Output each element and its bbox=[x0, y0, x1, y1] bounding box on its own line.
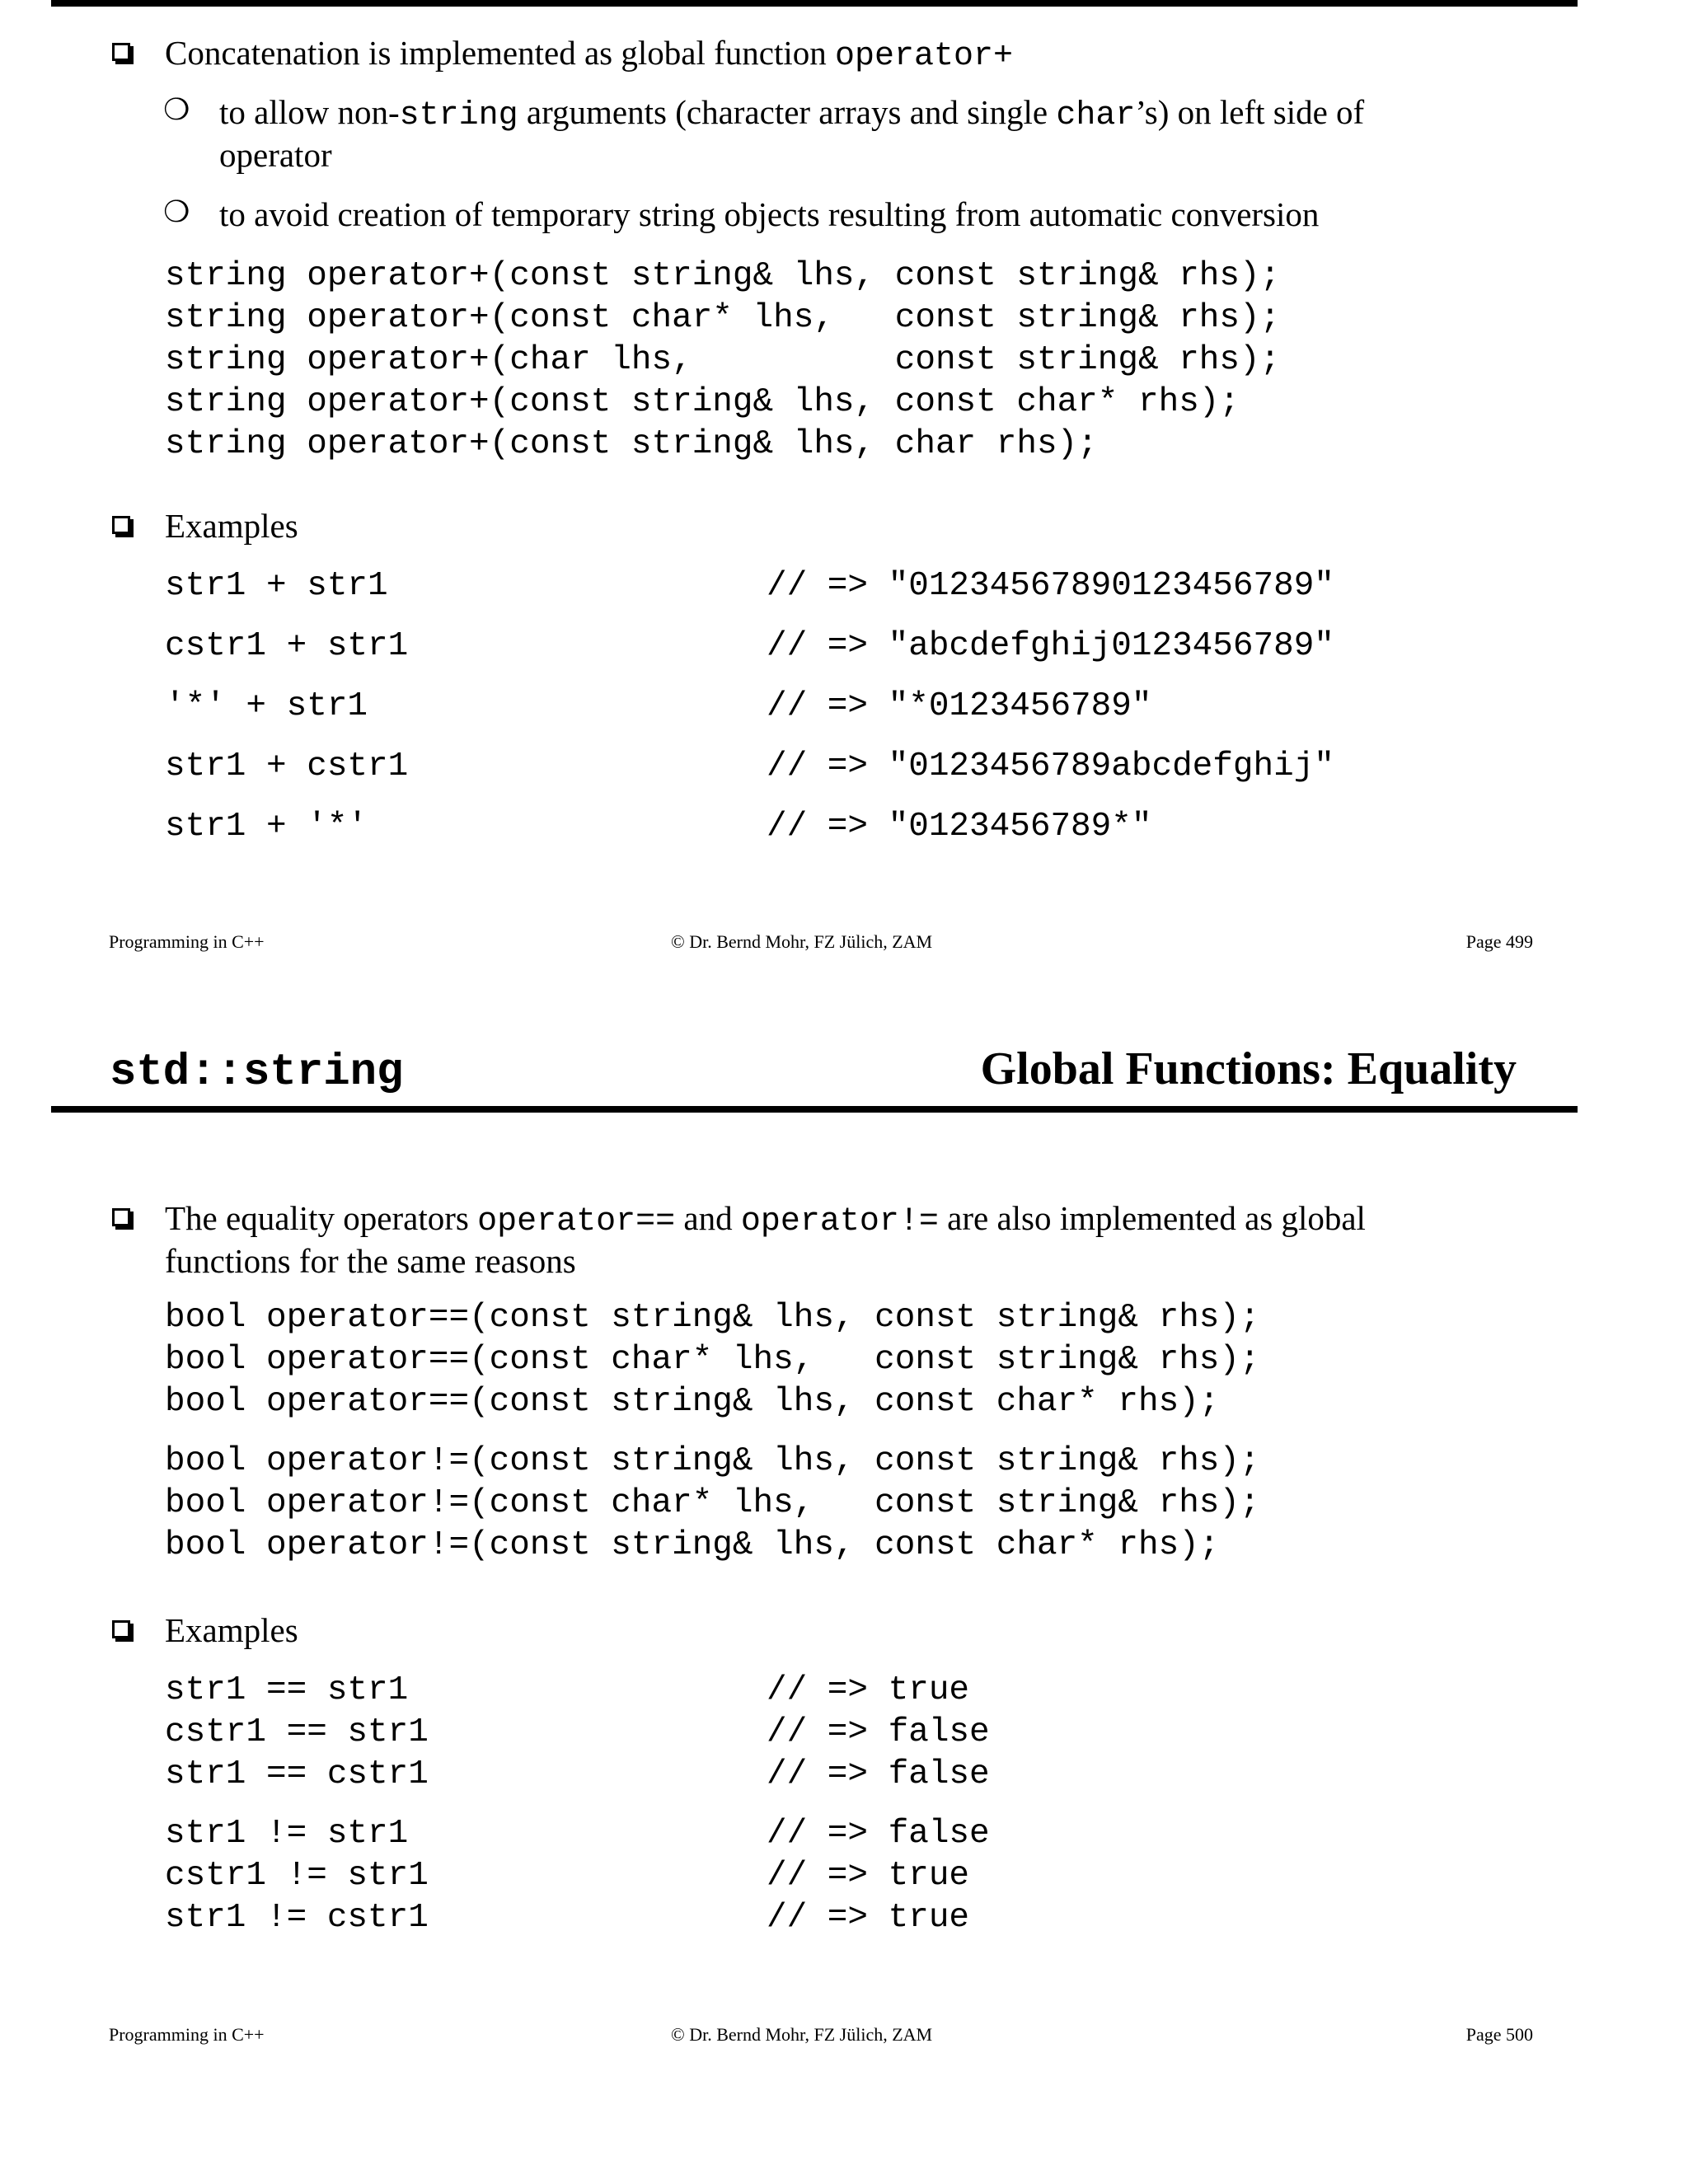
example-comment: // => "0123456789abcdefghij" bbox=[767, 748, 1334, 785]
example-comment: // => false bbox=[767, 1755, 990, 1793]
header-rule bbox=[51, 1106, 1578, 1113]
example-comment: // => "*0123456789" bbox=[767, 687, 1152, 725]
example-code: str1 + cstr1 bbox=[165, 748, 409, 785]
footer-page-number: Page 500 bbox=[1465, 2024, 1533, 2045]
example-code: str1 != str1 bbox=[165, 1815, 409, 1853]
example-code: '*' + str1 bbox=[165, 687, 368, 725]
example-row bbox=[165, 1813, 1484, 1856]
operator-plus-declarations bbox=[165, 255, 1280, 466]
square-bullet-icon bbox=[112, 43, 130, 61]
sub-bullet-non-string bbox=[219, 91, 1364, 138]
equality-bullet-text bbox=[165, 1197, 1366, 1244]
footer-page-number: Page 499 bbox=[1465, 931, 1533, 952]
operator-plus-code: operator+ bbox=[834, 38, 1014, 75]
operator-eq-code: operator== bbox=[477, 1203, 676, 1240]
code-line: bool operator!=(const char* lhs, const string& rhs); bbox=[165, 1484, 1260, 1522]
circle-bullet-icon: ❍ bbox=[163, 93, 190, 127]
equality-text-2: and bbox=[675, 1199, 741, 1237]
page-header-class: std::string bbox=[110, 1047, 404, 1098]
page-title: Global Functions: Equality bbox=[980, 1043, 1517, 1094]
example-code: str1 + '*' bbox=[165, 808, 368, 846]
operator-ne-declarations bbox=[165, 1441, 1260, 1567]
example-code: cstr1 != str1 bbox=[165, 1857, 429, 1895]
square-bullet-icon bbox=[112, 1208, 130, 1226]
concatenation-text: Concatenation is implemented as global function bbox=[165, 34, 835, 72]
example-code: str1 + str1 bbox=[165, 567, 388, 605]
operator-eq-declarations bbox=[165, 1297, 1260, 1423]
example-row bbox=[165, 1897, 1484, 1940]
code-line: bool operator==(const string& lhs, const string& rhs); bbox=[165, 1299, 1260, 1337]
example-row bbox=[165, 1754, 1484, 1797]
example-row bbox=[165, 1712, 1484, 1755]
square-bullet-icon bbox=[112, 516, 130, 534]
code-line: bool operator!=(const string& lhs, const char* rhs); bbox=[165, 1526, 1220, 1564]
example-row bbox=[165, 686, 1484, 729]
example-code: str1 == cstr1 bbox=[165, 1755, 429, 1793]
concatenation-bullet-text bbox=[165, 31, 1013, 78]
example-comment: // => false bbox=[767, 1713, 990, 1751]
example-comment: // => true bbox=[767, 1857, 970, 1895]
example-row bbox=[165, 746, 1484, 789]
equality-text-3: are also implemented as global bbox=[938, 1199, 1366, 1237]
sub1-text-2: arguments (character arrays and single bbox=[518, 93, 1057, 131]
sub-bullet-non-string-cont: operator bbox=[219, 136, 332, 174]
top-rule bbox=[51, 0, 1578, 7]
code-line: bool operator==(const char* lhs, const string& rhs); bbox=[165, 1341, 1260, 1379]
example-code: str1 == str1 bbox=[165, 1671, 409, 1709]
footer-left: Programming in C++ bbox=[109, 2024, 265, 2045]
examples-label: Examples bbox=[165, 1611, 298, 1649]
sub1-text-1: to allow non- bbox=[219, 93, 400, 131]
footer-center: © Dr. Bernd Mohr, FZ Jülich, ZAM bbox=[671, 931, 933, 952]
code-line: bool operator==(const string& lhs, const char* rhs); bbox=[165, 1383, 1220, 1421]
examples-label: Examples bbox=[165, 507, 298, 545]
equality-bullet-text-cont: functions for the same reasons bbox=[165, 1242, 576, 1280]
circle-bullet-icon: ❍ bbox=[163, 195, 190, 229]
example-code: cstr1 + str1 bbox=[165, 627, 409, 665]
sub-bullet-temporary: to avoid creation of temporary string objects resulting from automatic conversion bbox=[219, 195, 1320, 233]
code-line: string operator+(const string& lhs, const char* rhs); bbox=[165, 383, 1240, 421]
example-comment: // => "abcdefghij0123456789" bbox=[767, 627, 1334, 665]
example-comment: // => "0123456789*" bbox=[767, 808, 1152, 846]
footer-center: © Dr. Bernd Mohr, FZ Jülich, ZAM bbox=[671, 2024, 933, 2045]
footer-left: Programming in C++ bbox=[109, 931, 265, 952]
example-code: cstr1 == str1 bbox=[165, 1713, 429, 1751]
operator-ne-code: operator!= bbox=[740, 1203, 939, 1240]
example-row bbox=[165, 806, 1484, 849]
example-row bbox=[165, 626, 1484, 668]
example-row bbox=[165, 1855, 1484, 1898]
example-comment: // => "01234567890123456789" bbox=[767, 567, 1334, 605]
code-line: string operator+(const string& lhs, char rhs); bbox=[165, 425, 1098, 463]
code-line: string operator+(const string& lhs, const string& rhs); bbox=[165, 257, 1281, 295]
sub1-code-char: char bbox=[1056, 97, 1136, 134]
code-line: string operator+(const char* lhs, const string& rhs); bbox=[165, 299, 1281, 337]
example-comment: // => true bbox=[767, 1899, 970, 1937]
example-comment: // => false bbox=[767, 1815, 990, 1853]
square-bullet-icon bbox=[112, 1620, 130, 1638]
code-line: bool operator!=(const string& lhs, const string& rhs); bbox=[165, 1442, 1260, 1480]
example-row bbox=[165, 1670, 1484, 1713]
example-comment: // => true bbox=[767, 1671, 970, 1709]
sub1-code-string: string bbox=[399, 97, 518, 134]
sub1-text-3: ’s) on left side of bbox=[1135, 93, 1365, 131]
code-line: string operator+(char lhs, const string& rhs); bbox=[165, 341, 1281, 379]
example-code: str1 != cstr1 bbox=[165, 1899, 429, 1937]
example-row bbox=[165, 565, 1484, 608]
equality-text-1: The equality operators bbox=[165, 1199, 478, 1237]
